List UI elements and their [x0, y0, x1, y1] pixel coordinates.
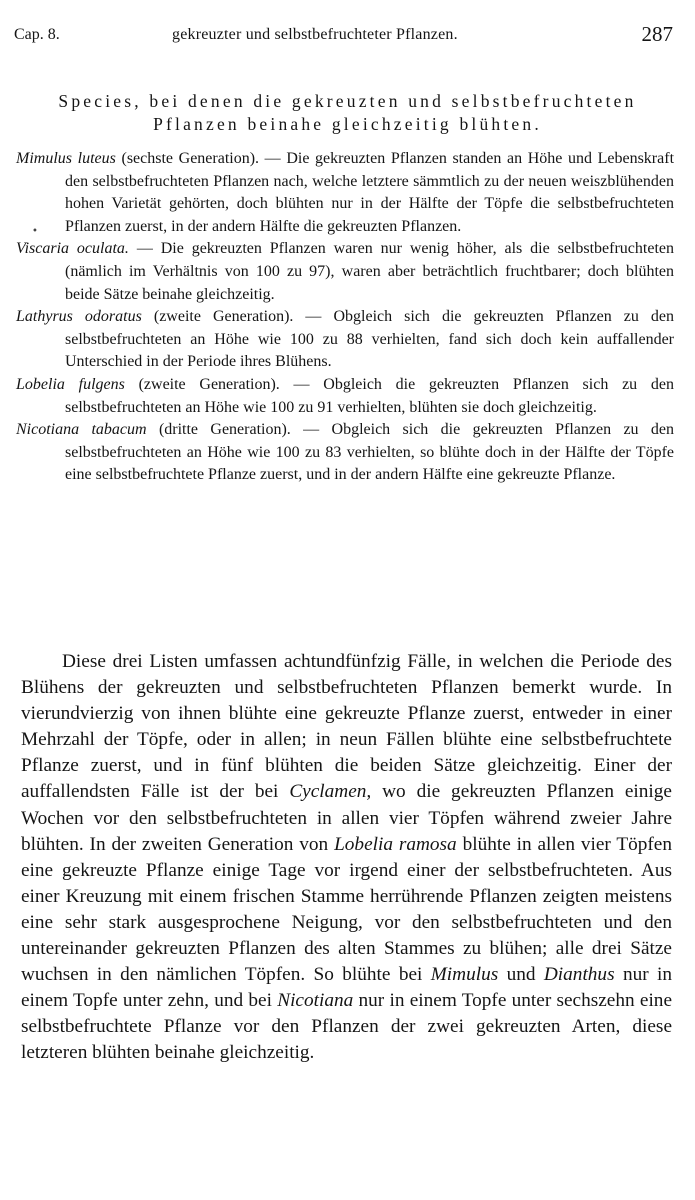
body-text: nur in einem Topfe unter zehn, und bei [21, 964, 673, 1012]
italic-term: Mimulus [430, 964, 499, 986]
section-heading-line-1: Species, bei denen die gekreuzten und selbstbefruchteten [58, 91, 637, 111]
italic-term: Cyclamen, [289, 781, 372, 803]
body-text: nur in einem Topfe unter sechszehn eine selbstbefruchtete Pflanze vor den Pflanzen der zwei gekreuzten Arten, diese letzteren blühten beinahe gleichzeitig. [21, 990, 673, 1064]
species-name: Viscaria oculata. [16, 240, 129, 258]
species-name: Lobelia fulgens [16, 375, 125, 393]
running-header [14, 22, 673, 46]
chapter-label: Cap. 8. [14, 26, 60, 43]
page-number: 287 [641, 22, 673, 46]
species-text: (zweite Generation). — Obgleich sich die gekreuzten Pflanzen zu den selbstbefruchteten an Höhe wie 100 zu 88 verhielten, fand sich doch kein auffallender Unterschied in der Periode ihres Blühens. [65, 308, 675, 371]
section-heading-line-2: Pflanzen beinahe gleichzeitig blühten. [153, 114, 542, 134]
species-text: (zweite Generation). — Obgleich die gekreuzten Pflanzen sich zu den selbstbefruchteten an Höhe wie 100 zu 91 verhielten, blühten sie doch gleichzeitig. [65, 375, 674, 416]
species-name: Mimulus luteus [16, 150, 116, 167]
italic-term: Nicotiana [277, 990, 354, 1012]
body-paragraph [21, 649, 672, 1067]
species-list [16, 148, 674, 487]
species-entry [16, 306, 674, 374]
body-text: blühte in allen vier Töpfen eine gekreuzte Pflanze einige Tage vor irgend einer der selbstbefruchteten. Aus einer Kreuzung mit einem frischen Stamme herrührende Pflanzen zeigten meistens eine sehr stark ausgesprochene Neigung, vor den selbstbefruchteten und den untereinander gekreuzten Pflanzen des alten Stammes zu blühen; alle drei Sätze wuchsen in den nämlichen Töpfen. So blühte bei [21, 833, 672, 986]
species-name: Lathyrus odoratus [16, 308, 142, 326]
species-entry [16, 374, 674, 419]
italic-term: Lobelia ramosa [334, 833, 457, 855]
species-name: Nicotiana tabacum [16, 421, 147, 439]
italic-term: Dianthus [543, 964, 615, 986]
species-text: (dritte Generation). — Obgleich sich die gekreuzten Pflanzen zu den selbstbefruchteten an Höhe wie 100 zu 83 verhielten, so blühte doch in der Hälfte der Töpfe eine selbstbefruchtete Pflanze zuerst, und in der andern Hälfte eine gekreuzte Pflanze. [65, 421, 674, 484]
body-text: wo die gekreuzten Pflanzen einige Wochen vor den selbstbefruchteten in allen vier Töpfen während zweier Jahre blühten. In der zweiten Generation von [21, 781, 672, 855]
species-entry [16, 419, 674, 487]
section-heading [0, 90, 695, 136]
body-text: Diese drei Listen umfassen achtundfünfzig Fälle, in welchen die Periode des Blühens der gekreuzten und selbstbefruchteten Pflanzen bemerkt wurde. In vierundvierzig von ihnen blühte eine gekreuzte Pflanze zuerst, entweder in einer Mehrzahl der Töpfe, oder in allen; in neun Fällen blühte eine selbstbefruchtete Pflanze zuerst, und in fünf blühten die beiden Sätze gleichzeitig. Einer der auffallendsten Fälle ist der bei [21, 651, 672, 803]
species-entry [16, 148, 674, 238]
running-title: gekreuzter und selbstbefruchteter Pflanzen. [172, 26, 458, 43]
species-entry [16, 238, 674, 306]
species-text: (sechste Generation). — Die gekreuzten Pflanzen standen an Höhe und Lebenskraft den selbstbefruchteten Pflanzen nach, welche letztere sämmtlich zu der neuen weiszblühenden hohen Varietät gehörten, doch blühten nur in der Hälfte der Töpfe die selbstbefruchteten Pflanzen zuerst, in der andern Hälfte die gekreuzten Pflanzen. [65, 150, 675, 235]
margin-dot-mark: • [32, 226, 38, 237]
species-text: — Die gekreuzten Pflanzen waren nur wenig höher, als die selbstbefruchteten (nämlich im Verhältnis von 100 zu 97), waren aber beträchtlich fruchtbarer; doch blühten beide Sätze beinahe gleichzeitig. [65, 240, 674, 303]
body-text: und [498, 964, 544, 986]
